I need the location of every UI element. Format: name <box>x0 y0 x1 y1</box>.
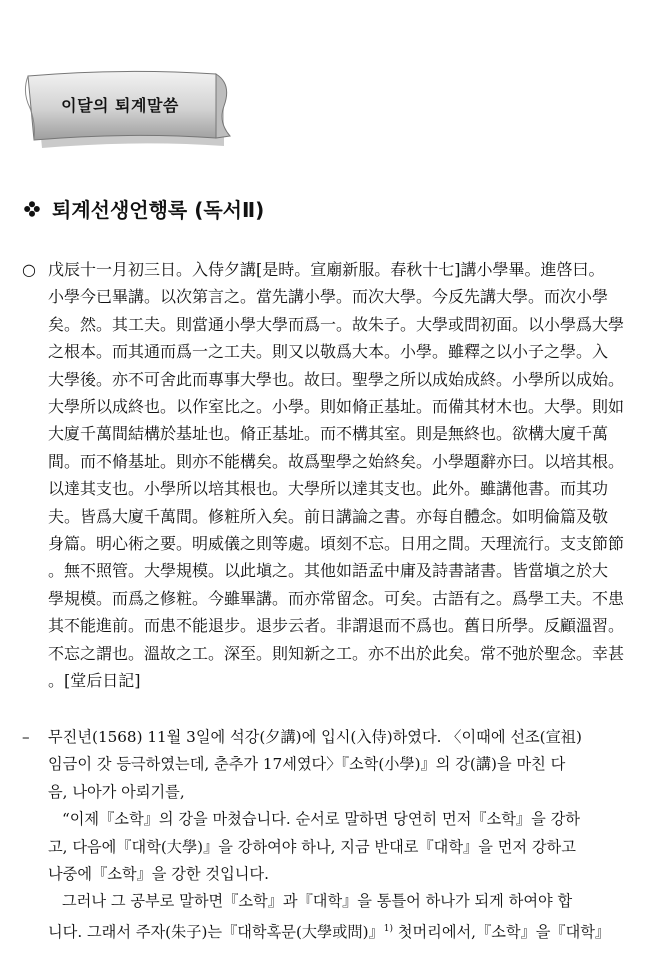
text-line: 不忘之謂也。溫故之工。深至。則知新之工。亦不出於此矣。常不弛於聖念。幸甚 <box>48 643 625 663</box>
text-line: 니다. 그래서 주자(朱子)는『대학혹문(大學或問)』$^{1)}$ 첫머리에서,『소학』을『대학』 <box>48 922 611 941</box>
text-line: 學規模。而爲之修粧。今雖畢講。而亦常留念。可矣。古語有之。爲學工夫。不患 <box>48 588 625 608</box>
text-line: 以達其支也。小學所以培其根也。大學所以達其支也。此外。雖講他書。而其功 <box>48 479 609 499</box>
text-line: 間。而不脩基址。則亦不能構矣。故爲聖學之始終矣。小學題辭亦曰。以培其根。 <box>48 451 625 471</box>
text-line: 大學所以成終也。以作室比之。小學。則如脩正基址。而備其材木也。大學。則如 <box>48 397 625 417</box>
text-line: 大學後。亦不可舍此而專事大學也。故曰。聖學之所以成始成終。小學所以成始。 <box>48 369 625 389</box>
dash-marker: – <box>22 728 30 746</box>
korean-translation-paragraph <box>22 724 634 946</box>
text-line: 고, 다음에『대학(大學)』을 강하여야 하나, 지금 반대로『대학』을 먼저 강하고 <box>48 837 576 856</box>
section-title: 퇴계선생언행록 (독서Ⅱ) <box>52 198 265 222</box>
section-heading <box>24 194 264 223</box>
text-line: “이제『소학』의 강을 마쳤습니다. 순서로 말하면 당연히 먼저『소학』을 강하 <box>62 810 580 829</box>
four-leaf-diamond-icon <box>24 201 40 217</box>
text-line: ○ 戊辰十一月初三日。入侍夕講[是時。宣廟新服。春秋十七]講小學畢。進啓曰。 <box>22 256 634 283</box>
banner-scroll <box>20 66 238 150</box>
text-line: 임금이 갓 등극하였는데, 춘추가 17세였다〉『소학(小學)』의 강(講)을 마친 다 <box>48 755 566 774</box>
text-line: 大廈千萬間結構於基址也。脩正基址。而不構其室。則是無終也。欲構大廈千萬 <box>48 424 609 444</box>
text-line: 小學今已畢講。以次第言之。當先講小學。而次大學。今反先講大學。而次小學 <box>48 287 609 307</box>
text-line: 之根本。而其通而爲一之工夫。則又以敬爲大本。小學。雖釋之以小子之學。入 <box>48 342 609 362</box>
text-line: 身篇。明心術之要。明威儀之則等處。頃刻不忘。日用之間。天理流行。支支節節 <box>48 534 625 554</box>
text-line: 。[堂后日記] <box>48 671 141 691</box>
text-line: 夫。皆爲大廈千萬間。修粧所入矣。前日講論之書。亦每自體念。如明倫篇及敬 <box>48 506 609 526</box>
text-line: 그러나 그 공부로 말하면『소학』과『대학』을 통틀어 하나가 되게 하여야 합 <box>62 892 573 911</box>
footnote-ref[interactable]: 1) <box>383 923 393 934</box>
text-line: 음, 나아가 아뢰기를, <box>48 782 185 801</box>
text-line: 나중에『소학』을 강한 것입니다. <box>48 865 269 884</box>
text-line: 其不能進前。而患不能退步。退步云者。非謂退而不爲也。舊日所學。反顧溫習。 <box>48 616 625 636</box>
text-line: 矣。然。其工夫。則當通小學大學而爲一。故朱子。大學或問初面。以小學爲大學 <box>48 314 625 334</box>
text-line: 。無不照管。大學規模。以此塡之。其他如語孟中庸及詩書諸書。皆當塡之於大 <box>48 561 609 581</box>
classical-chinese-paragraph <box>22 256 634 695</box>
text-line: – 무진년(1568) 11월 3일에 석강(夕講)에 입시(入侍)하였다. 〈이때에 선조(宣祖) <box>22 724 634 751</box>
circle-marker: ○ <box>22 260 36 279</box>
banner-title: 이달의 퇴계말씀 <box>61 95 179 115</box>
